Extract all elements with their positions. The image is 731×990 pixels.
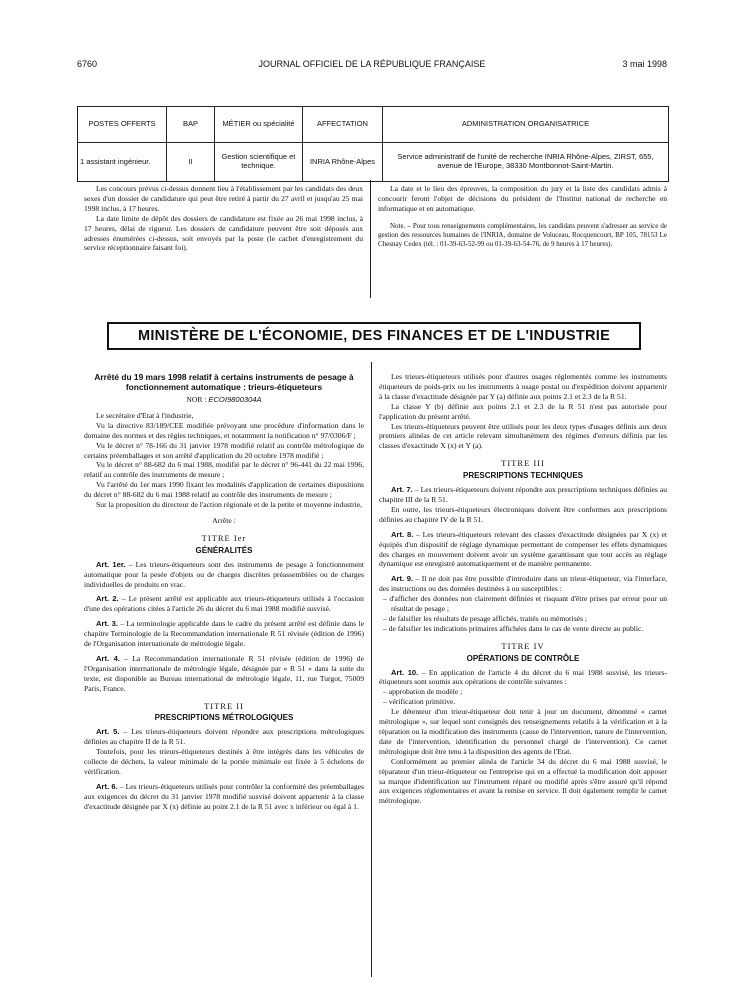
paragraph: Sur la proposition du directeur de l'action régionale et de la petite et moyenne industrie, [96, 500, 363, 510]
titre-heading: TITRE Ier [201, 532, 247, 543]
article-text: – En application de l'article 4 du décret du 6 mai 1988 susvisé, les trieurs-étiqueteurs sont soumis aux opérations de contrôle suivantes : [379, 667, 667, 687]
article-text: – Les trieurs-étiqueteurs doivent répondre aux prescriptions techniques définies au chapitre III de la R 51. [379, 485, 668, 504]
section-heading: PRESCRIPTIONS TECHNIQUES [462, 471, 583, 481]
paragraph: Vu l'arrêté du 1er mars 1990 fixant les modalités d'application de certaines dispositions du décret n° 88-682 du 6 mai 1988 relatif au contrôle des instruments de mesure ; [84, 480, 364, 500]
cell-bap: II [167, 143, 215, 182]
article [379, 485, 667, 505]
section-heading: GÉNÉRALITÉS [195, 545, 253, 555]
ministry-banner: MINISTÈRE DE L'ÉCONOMIE, DES FINANCES ET DE L'INDUSTRIE [107, 322, 641, 350]
article [84, 727, 364, 747]
article-label: Art. 10. [391, 667, 419, 677]
article [84, 654, 364, 694]
paragraph: Le détenteur d'un trieur-étiqueteur doit tenir à jour un document, dénommé « carnet métrologique », sur lequel sont consignés des renseignements relatifs à la vérification et à la réparation ou la modification des instruments (cause de l'intervention, nature de l'intervention, date de l'intervention, identification du personnel chargé de l'intervention). Ce carnet métrologique doit être tenu à la disposition des agents de l'Etat. [379, 707, 667, 756]
article-label: Art. 3. [96, 619, 118, 629]
list-item: – vérification primitive. [383, 697, 456, 707]
article [84, 560, 364, 590]
column-header: POSTES OFFERTS [78, 107, 167, 143]
column-header: MÉTIER ou spécialité [215, 107, 303, 143]
article-text: – Il ne doit pas être possible d'introduire dans un trieur-étiqueteur, via l'interface, des instructions ou des données destinées à ou susceptibles : [379, 574, 667, 594]
paragraph: Vu le décret n° 78-166 du 31 janvier 1978 modifié relatif au contrôle métrologique de certains préemballages et son arrêté d'application du 20 octobre 1978 modifié ; [84, 440, 364, 460]
note-paragraph: Note. – Pour tous renseignements complémentaires, les candidats peuvent s'adresser au service de gestion des ressources humaines de l'INRIA, domaine de Voluceau, Rocquencourt, BP 105, 78153 Le Chesnay Cedex (tél. : 01-39-63-52-99 ou 01-39-63-54-76, de 9 heures à 17 heures). [378, 221, 667, 249]
article [379, 668, 667, 688]
article [84, 594, 364, 614]
article-label: Art. 8. [391, 529, 414, 539]
article-label: Art. 4. [96, 653, 120, 663]
offers-table [77, 106, 669, 182]
paragraph: Conformément au premier alinéa de l'article 34 du décret du 6 mai 1988 susvisé, le réparateur d'un trieur-étiqueteur ou l'entreprise qui en a effectué la modification doit apposer sa marque d'identification sur l'instrument réparé ou modifié après s'être assuré qu'il répond aux exigences réglementaires et avant la remise en service. Il doit également remplir le carnet métrologique. [379, 756, 667, 806]
paragraph: La date et le lieu des épreuves, la composition du jury et la liste des candidats admis à concourir feront l'objet de décisions du président de l'Institut national de recherche en informatique et en automatique. [378, 184, 667, 213]
paragraph: Les concours prévus ci-dessus donnent lieu à l'établissement par les candidats des deux sexes d'un dossier de candidature qui peut être retiré à partir du 27 avril et jusqu'au 25 mai 1998 inclus, à 17 heures. [84, 184, 363, 213]
column-header: BAP [167, 107, 215, 143]
list-item: – d'afficher des données non clairement définies et risquant d'être prises par erreur pour un résultat de pesage ; [383, 594, 667, 614]
paragraph: Toutefois, pour les trieurs-étiqueteurs destinés à être intégrés dans les véhicules de collecte de déchets, la valeur minimale de la portée minimale est fixée à 5 échelons de vérification. [84, 747, 364, 776]
article-label: Art. 6. [96, 781, 118, 791]
article [84, 782, 364, 812]
column-header: AFFECTATION [303, 107, 383, 143]
column-divider [370, 180, 371, 298]
top-right-text [378, 184, 667, 249]
issue-date: 3 mai 1998 [622, 59, 667, 69]
paragraph: La date limite de dépôt des dossiers de candidature est fixée au 26 mai 1998 inclus, à 17 heures, délai de rigueur. Les dossiers de candidature peuvent être soit déposés aux adresses énumérées ci-dessus, soit envoyés par la poste (le cachet d'enregistrement du service réceptionnaire faisant foi). [84, 213, 363, 253]
arrete-left-column [84, 372, 364, 812]
table-header-row [78, 107, 669, 143]
column-divider [371, 362, 372, 977]
paragraph: Les trieurs-étiqueteurs peuvent être utilisés pour les deux types d'usages définis aux deux premiers alinéas de cet article relevant simultanément des régimes d'erreurs définis par les classes d'exactitude X (x) et Y (a). [379, 421, 667, 451]
paragraph: Le secrétaire d'Etat à l'industrie, [96, 410, 194, 420]
article [379, 530, 667, 570]
article-label: Art. 1er. [96, 559, 126, 569]
titre-heading: TITRE II [204, 700, 244, 711]
cell-metier: Gestion scientifique et technique. [215, 143, 303, 182]
journal-title: JOURNAL OFFICIEL DE LA RÉPUBLIQUE FRANÇAISE [258, 59, 486, 69]
article-text: – La Recommandation internationale R 51 révisée (édition de 1996) de l'Organisation internationale de métrologie légale, désignée par « R 51 » dans la suite du texte, est disponible au Bureau international de métrologie légale, 11, rue Turgot, 75009 Paris, France. [84, 653, 364, 693]
cell-postes: 1 assistant ingénieur. [78, 143, 167, 182]
article-text: – Les trieurs-étiqueteurs relevant des classes d'exactitude désignées par X (x) et équipés d'un dispositif de réglage dynamique permettant de compenser les effets dynamiques des charges en mouvement doivent avoir un système garantissant que tout accès au réglage dynamique est enregistré automatiquement et de manière permanente. [379, 529, 667, 569]
list-item: – de falsifier les indications primaires affichées dans le cas de vente directe au public. [383, 623, 644, 633]
nor-reference [84, 395, 364, 405]
article-text: – La terminologie applicable dans le cadre du présent arrêté est définie dans le chapitre Terminologie de la Recommandation internationale R 51 révisée (édition de 1996) de l'Organisation internationale de métrologie légale. [84, 619, 364, 649]
page-number: 6760 [77, 59, 98, 69]
article-text: – Les trieurs-étiqueteurs utilisés pour contrôler la conformité des préemballages aux exigences du décret du 31 janvier 1978 modifié susvisé doivent appartenir à la classe d'exactitude désignée par X (x) définie au point 2.1 de la R 51 avec x inférieur ou égal à 1. [84, 781, 364, 811]
section-heading: PRESCRIPTIONS MÉTROLOGIQUES [154, 713, 294, 723]
paragraph: En outre, les trieurs-étiqueteurs électroniques doivent être conformes aux prescriptions définies au chapitre IV de la R 51. [379, 504, 667, 524]
cell-administration: Service administratif de l'unité de recherche INRIA Rhône-Alpes, ZIRST, 655, avenue de l'Europe, 38330 Montbonnot-Saint-Martin. [383, 143, 669, 182]
article-text: – Les trieurs-étiqueteurs sont des instruments de pesage à fonctionnement automatique pour la pesée d'objets ou de charges discrètes préassemblées ou de charges individuelles de produits en vrac. [84, 559, 365, 589]
article-label: Art. 7. [391, 485, 413, 495]
arrete-word: Arrête : [212, 515, 236, 525]
titre-heading: TITRE IV [501, 640, 545, 651]
page-header [77, 59, 667, 73]
arrete-right-column [379, 372, 667, 806]
article-text: – Le présent arrêté est applicable aux trieurs-étiqueteurs utilisés à l'occasion d'une des opérations citées à l'article 26 du décret du 6 mai 1988 modifié susvisé. [84, 594, 364, 614]
article-text: – Les trieurs-étiqueteurs doivent répondre aux prescriptions métrologiques définies au chapitre II de la R 51. [84, 727, 364, 747]
column-header: ADMINISTRATION ORGANISATRICE [383, 107, 669, 143]
list-item: – de falsifier les résultats de pesage affichés, traités ou mémorisés ; [383, 613, 587, 623]
list-item: – approbation de modèle ; [383, 687, 463, 697]
article [84, 619, 364, 649]
article-label: Art. 5. [96, 727, 120, 737]
table-row [78, 143, 669, 182]
nor-code: ECOI9800304A [208, 395, 262, 404]
nor-label: NOR : [186, 395, 207, 404]
arrete-title: Arrêté du 19 mars 1998 relatif à certains instruments de pesage à fonctionnement automatique : trieurs-étiqueteurs [94, 372, 354, 392]
article [379, 574, 667, 594]
section-heading: OPÉRATIONS DE CONTRÔLE [466, 653, 580, 663]
article-label: Art. 2. [96, 594, 119, 604]
paragraph: La classe Y (b) définie aux points 2.1 et 2.3 de la R 51 n'est pas autorisée pour l'application du présent arrêté. [379, 401, 667, 421]
paragraph: Vu la directive 83/189/CEE modifiée prévoyant une procédure d'information dans le domaine des normes et des règles techniques, et notamment la notification n° 97/0306/F ; [84, 420, 364, 440]
top-left-text [84, 184, 363, 253]
paragraph: Les trieurs-étiqueteurs utilisés pour d'autres usages réglementés comme les instruments étiqueteurs de poids-prix ou les instruments à usage postal ou d'expédition doivent appartenir à la classe d'exactitude désignée par Y (a) définie aux points 2.1 et 2.3 de la R 51. [379, 372, 667, 401]
titre-heading: TITRE III [501, 458, 545, 469]
paragraph: Vu le décret n° 88-682 du 6 mai 1988, modifié par le décret n° 96-441 du 22 mai 1996, relatif au contrôle des instruments de mesure ; [84, 460, 364, 480]
article-label: Art. 9. [391, 574, 414, 584]
cell-affectation: INRIA Rhône-Alpes [303, 143, 383, 182]
